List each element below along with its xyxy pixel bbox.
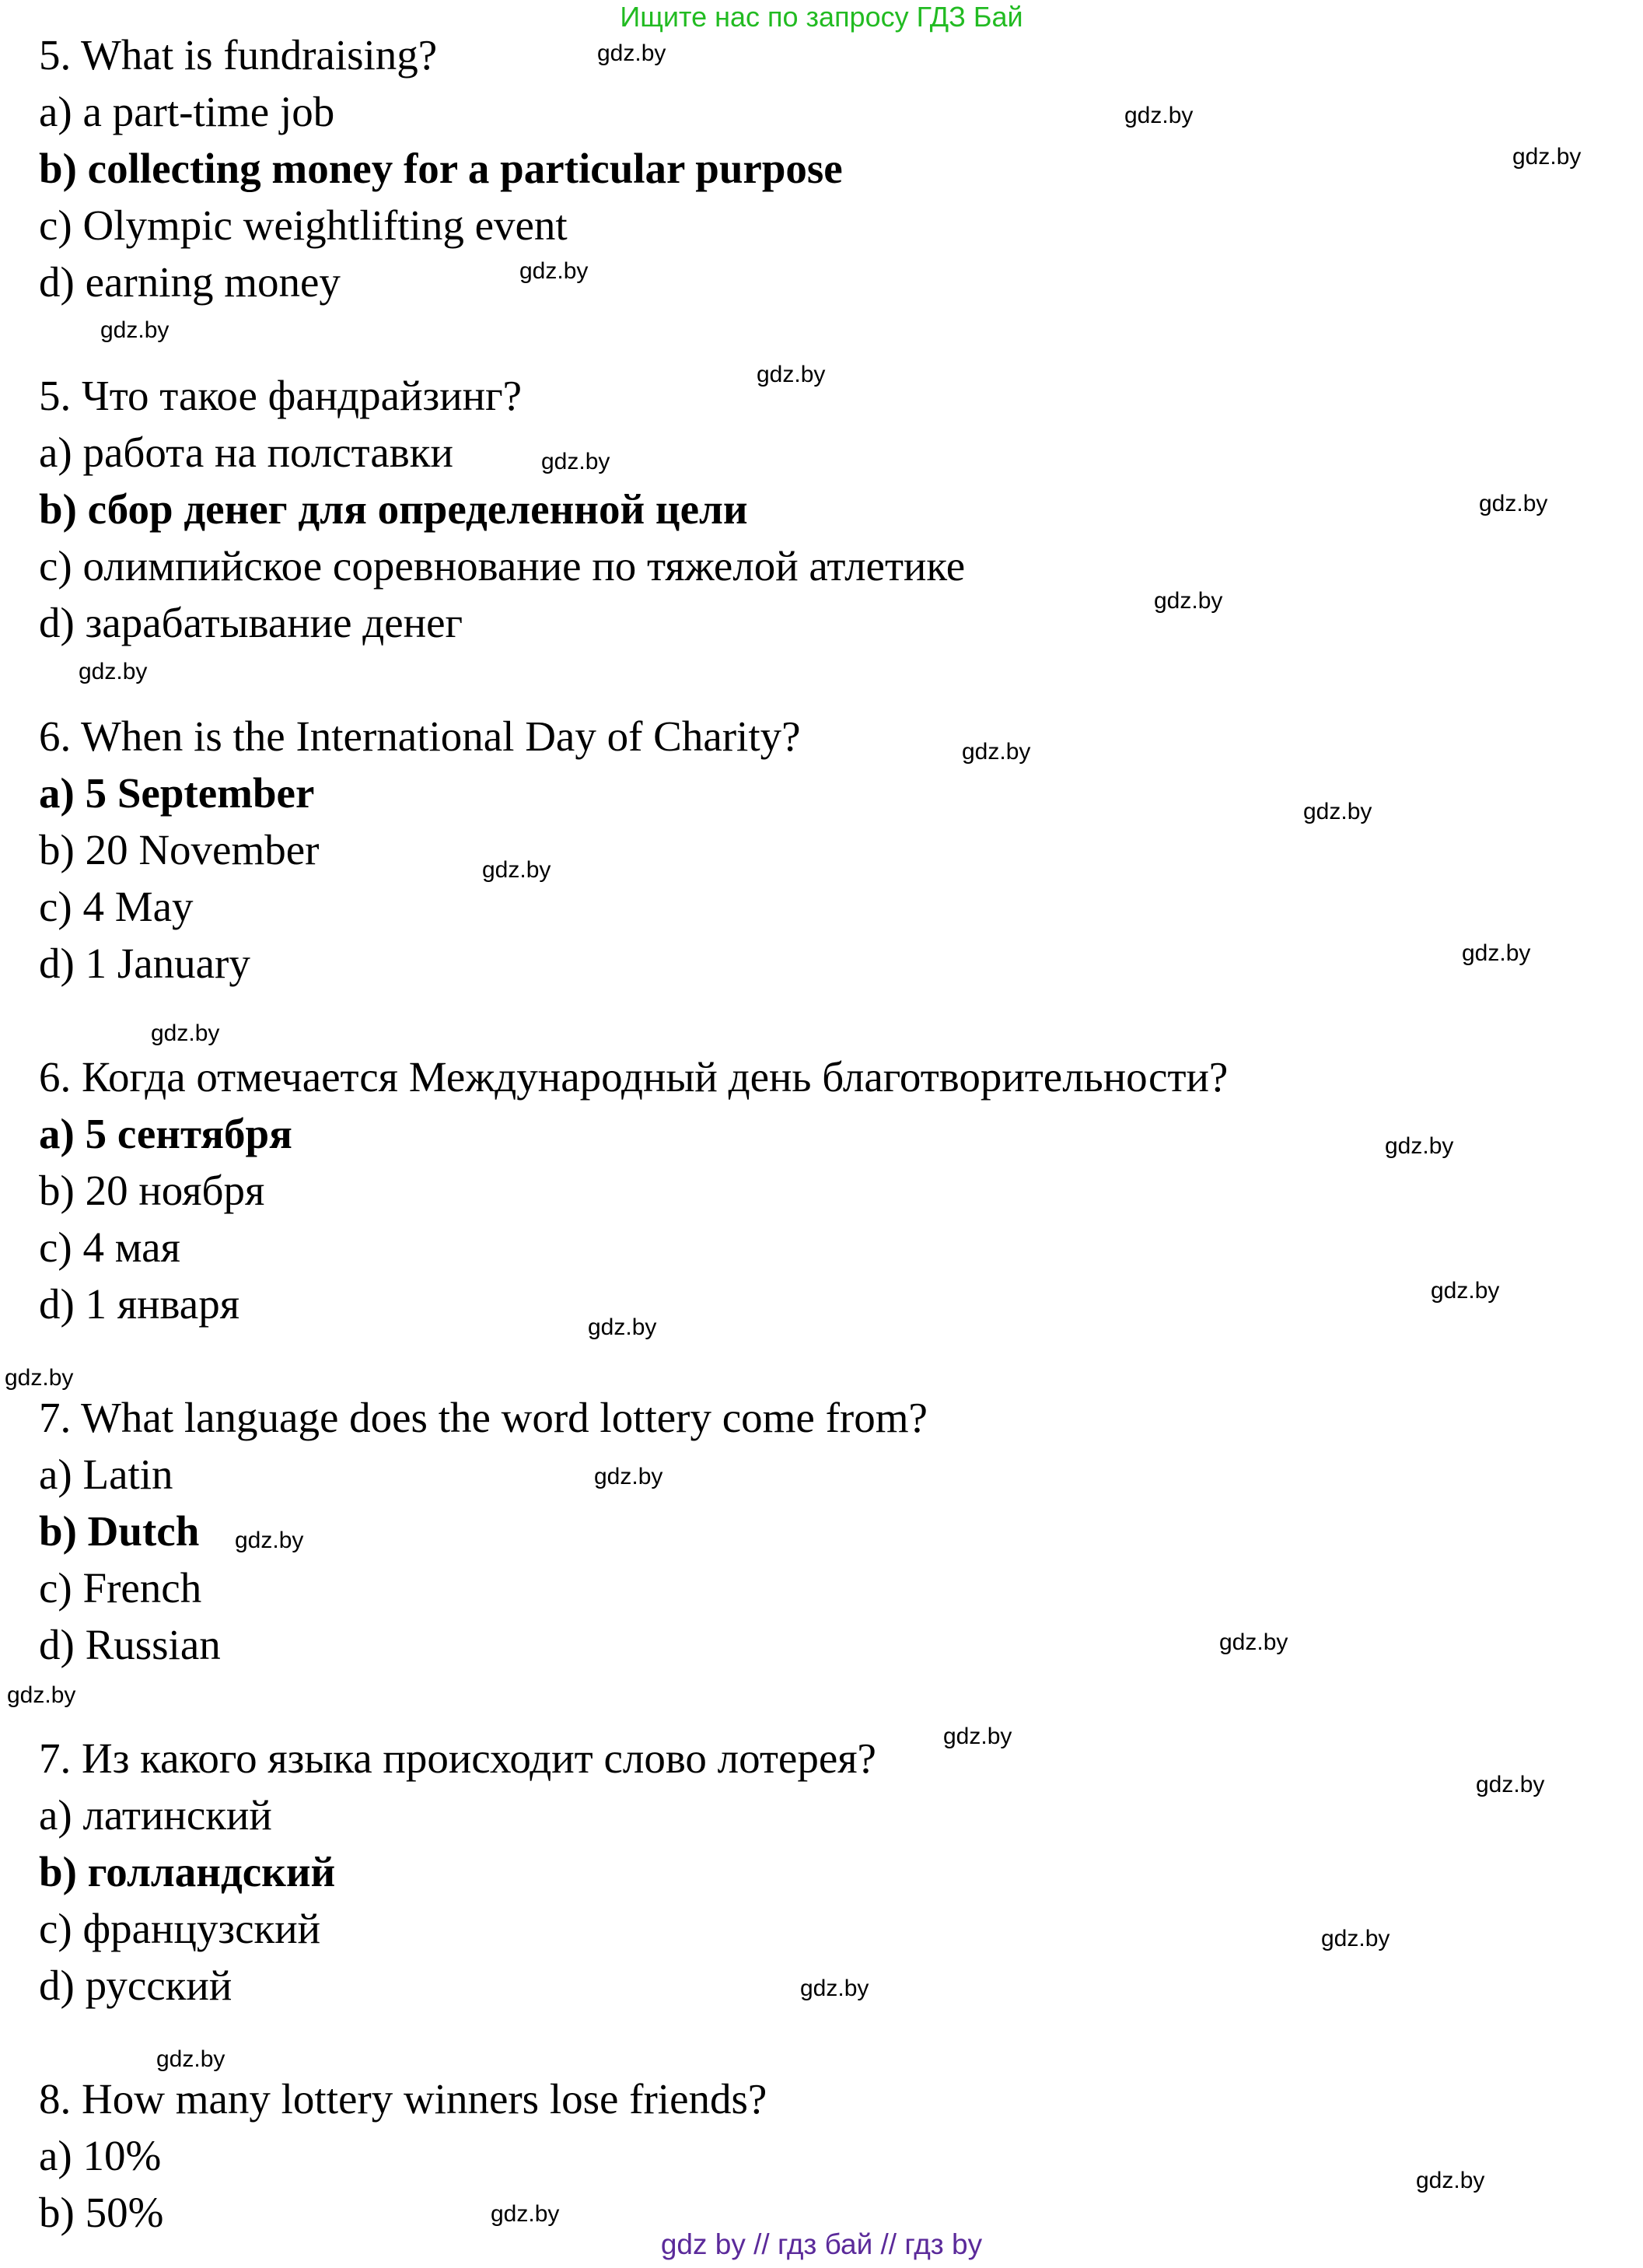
question-5-en-option-a: a) a part-time job [39,88,335,135]
question-5-en: 5. What is fundraising? [39,31,438,79]
watermark: gdz.by [1416,2168,1485,2193]
watermark: gdz.by [594,1464,663,1489]
watermark: gdz.by [757,362,826,387]
watermark: gdz.by [491,2201,560,2227]
question-7-ru-option-a: a) латинский [39,1791,272,1839]
watermark: gdz.by [943,1724,1012,1749]
question-7-en-option-a: a) Latin [39,1451,173,1498]
top-banner: Ищите нас по запросу ГДЗ Бай [620,1,1023,33]
question-8-en-option-a: a) 10% [39,2132,162,2179]
question-8-en-option-b: b) 50% [39,2189,164,2236]
watermark: gdz.by [5,1365,74,1391]
watermark: gdz.by [1431,1278,1500,1304]
question-6-en: 6. When is the International Day of Charity? [39,712,801,760]
question-5-ru-option-c: c) олимпийское соревнование по тяжелой атлетике [39,542,966,590]
watermark: gdz.by [1303,799,1372,824]
question-6-ru-option-d: d) 1 января [39,1280,240,1328]
watermark: gdz.by [100,317,170,343]
question-7-en: 7. What language does the word lottery come from? [39,1394,928,1441]
question-7-ru-option-b-correct: b) голландский [39,1848,336,1895]
watermark: gdz.by [597,40,666,66]
question-5-en-option-d: d) earning money [39,258,341,306]
question-6-ru-option-b: b) 20 ноября [39,1167,265,1214]
question-6-en-option-a-correct: a) 5 September [39,769,315,817]
question-6-ru-option-a-correct: a) 5 сентября [39,1110,292,1157]
question-6-en-option-b: b) 20 November [39,826,320,873]
footer-links[interactable]: gdz by // гдз бай // гдз by [660,2228,983,2260]
watermark: gdz.by [482,857,551,883]
watermark: gdz.by [1479,491,1548,516]
question-8-en: 8. How many lottery winners lose friends? [39,2075,767,2123]
question-5-en-option-b-correct: b) collecting money for a particular purpose [39,145,843,192]
watermark: gdz.by [151,1020,220,1046]
watermark: gdz.by [79,659,148,684]
question-6-en-option-c: c) 4 May [39,883,194,930]
watermark: gdz.by [800,1976,869,2001]
watermark: gdz.by [519,258,589,284]
watermark: gdz.by [1385,1133,1454,1159]
watermark: gdz.by [1154,588,1223,614]
watermark: gdz.by [7,1682,76,1708]
question-7-en-option-d: d) Russian [39,1621,221,1668]
question-5-ru-option-a: a) работа на полставки [39,429,453,476]
question-6-ru: 6. Когда отмечается Международный день благотворительности? [39,1053,1229,1101]
question-7-ru-option-d: d) русский [39,1962,232,2009]
watermark: gdz.by [1476,1772,1545,1797]
question-5-en-option-c: c) Olympic weightlifting event [39,201,568,249]
question-5-ru: 5. Что такое фандрайзинг? [39,372,523,419]
watermark: gdz.by [156,2046,225,2072]
question-7-en-option-b-correct: b) Dutch [39,1507,200,1555]
watermark: gdz.by [588,1314,657,1340]
question-6-en-option-d: d) 1 January [39,940,250,987]
question-7-ru-option-c: c) французский [39,1905,321,1952]
watermark: gdz.by [1124,103,1194,128]
question-7-ru: 7. Из какого языка происходит слово лотерея? [39,1734,876,1782]
watermark: gdz.by [235,1528,304,1553]
watermark: gdz.by [541,449,610,474]
watermark: gdz.by [1219,1629,1288,1655]
watermark: gdz.by [1512,144,1582,170]
question-7-en-option-c: c) French [39,1564,202,1612]
question-5-ru-option-b-correct: b) сбор денег для определенной цели [39,485,748,533]
watermark: gdz.by [1321,1926,1390,1951]
question-6-ru-option-c: c) 4 мая [39,1223,180,1271]
watermark: gdz.by [962,739,1031,765]
watermark: gdz.by [1462,940,1531,966]
question-5-ru-option-d: d) зарабатывание денег [39,599,463,646]
